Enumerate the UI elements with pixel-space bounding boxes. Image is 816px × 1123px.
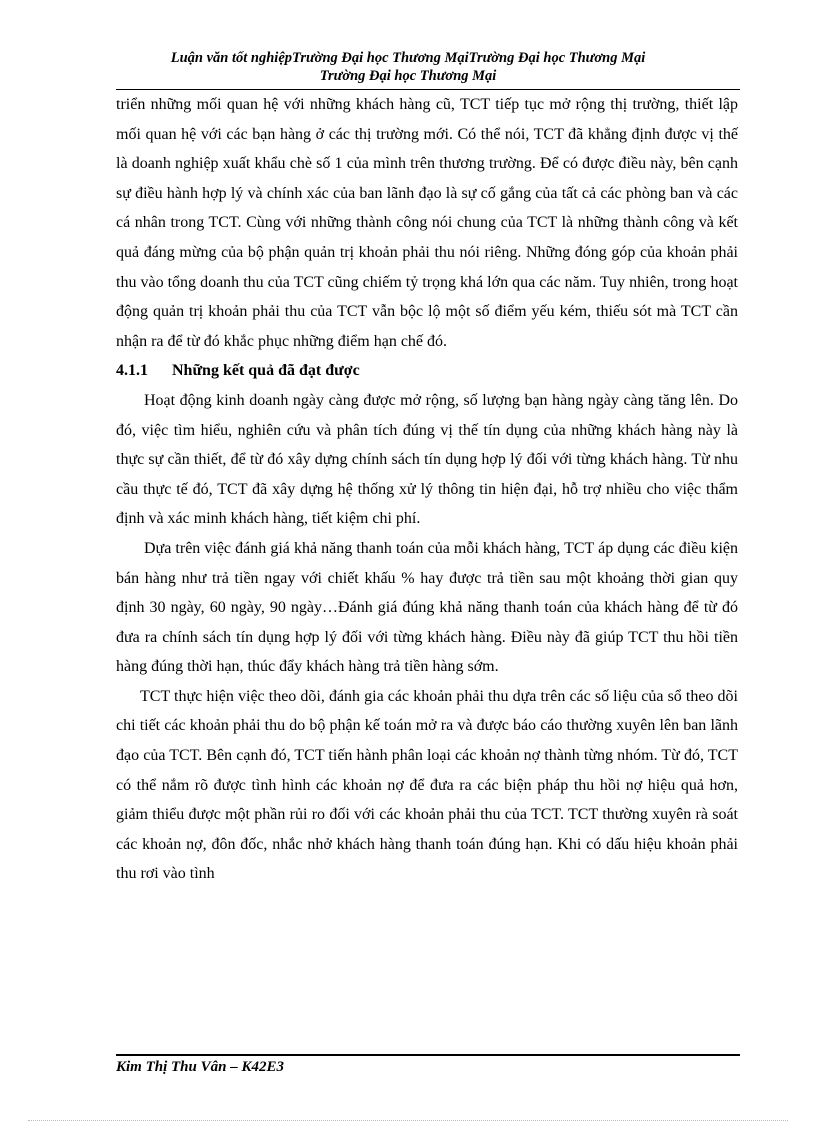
paragraph-intro: triển những mối quan hệ với những khách hàng cũ, TCT tiếp tục mở rộng thị trường, thiết lập mối quan hệ với các bạn hàng ở các thị trường mới. Có thể nói, TCT đã khẳng định được vị thế là doanh nghiệp xuất khẩu chè số 1 của mình trên thương trường. Để có được điều này, bên cạnh sự điều hành hợp lý và chính xác của ban lãnh đạo là sự cố gắng của tất cả các phòng ban và các cá nhân trong TCT. Cùng với những thành công nói chung của TCT là những thành công và kết quả đáng mừng của bộ phận quản trị khoản phải thu nói riêng. Những đóng góp của khoản phải thu vào tổng doanh thu của TCT cũng chiếm tỷ trọng khá lớn qua các năm. Tuy nhiên, trong hoạt động quản trị khoản phải thu của TCT vẫn bộc lộ một số điểm yếu kém, thiếu sót mà TCT cần nhận ra để từ đó khắc phục những điểm hạn chế đó. <box>116 96 738 350</box>
paragraph-results: Hoạt động kinh doanh ngày càng được mở rộng, số lượng bạn hàng ngày càng tăng lên. Do đó, việc tìm hiểu, nghiên cứu và phân tích đúng vị thế tín dụng của những khách hàng này là thực sự cần thiết, để từ đó xây dựng chính sách tín dụng hợp lý đối với từng khách hàng. Từ nhu cầu thực tế đó, TCT đã xây dựng hệ thống xử lý thông tin hiện đại, hỗ trợ nhiều cho việc thẩm định và xác minh khách hàng, tiết kiệm chi phí. <box>116 391 738 528</box>
footer-divider <box>116 1054 740 1056</box>
section-number: 4.1.1 <box>116 362 148 380</box>
footer-author: Kim Thị Thu Vân – K42E3 <box>116 1059 284 1075</box>
section-title: Những kết quả đã đạt được <box>172 362 360 380</box>
paragraph-monitoring: TCT thực hiện việc theo dõi, đánh gia các khoản phải thu dựa trên các số liệu của sổ theo dõi chi tiết các khoản phải thu do bộ phận kế toán mở ra và được báo cáo thường xuyên lên ban lãnh đạo của TCT. Bên cạnh đó, TCT tiến hành phân loại các khoản nợ thành từng nhóm. Từ đó, TCT có thể nắm rõ được tình hình các khoản nợ để đưa ra các biện pháp thu hồi nợ hiệu quả hơn, giảm thiểu được một phần rủi ro đối với các khoản phải thu của TCT. TCT thường xuyên rà soát các khoản nợ, đôn đốc, nhắc nhở khách hàng thanh toán đúng hạn. Khi có dấu hiệu khoản phải thu rơi vào tình <box>116 687 738 883</box>
paragraph-payment-terms: Dựa trên việc đánh giá khả năng thanh toán của mỗi khách hàng, TCT áp dụng các điều kiện bán hàng như trả tiền ngay với chiết khấu % hay được trả tiền sau một khoảng thời gian quy định 30 ngày, 60 ngày, 90 ngày…Đánh giá đúng khả năng thanh toán của khách hàng để từ đó đưa ra chính sách tín dụng hợp lý đối với từng khách hàng. Điều này đã giúp TCT thu hồi tiền hàng đúng thời hạn, thúc đẩy khách hàng trả tiền hàng sớm. <box>116 539 738 676</box>
header-line-1: Luận văn tốt nghiệpTrường Đại học Thương MạiTrường Đại học Thương Mại <box>170 50 646 66</box>
section-heading <box>116 356 738 386</box>
page-bottom-edge <box>28 1120 788 1121</box>
page-header <box>100 49 716 85</box>
document-body <box>116 90 738 889</box>
header-line-2: Trường Đại học Thương Mại <box>319 68 497 84</box>
